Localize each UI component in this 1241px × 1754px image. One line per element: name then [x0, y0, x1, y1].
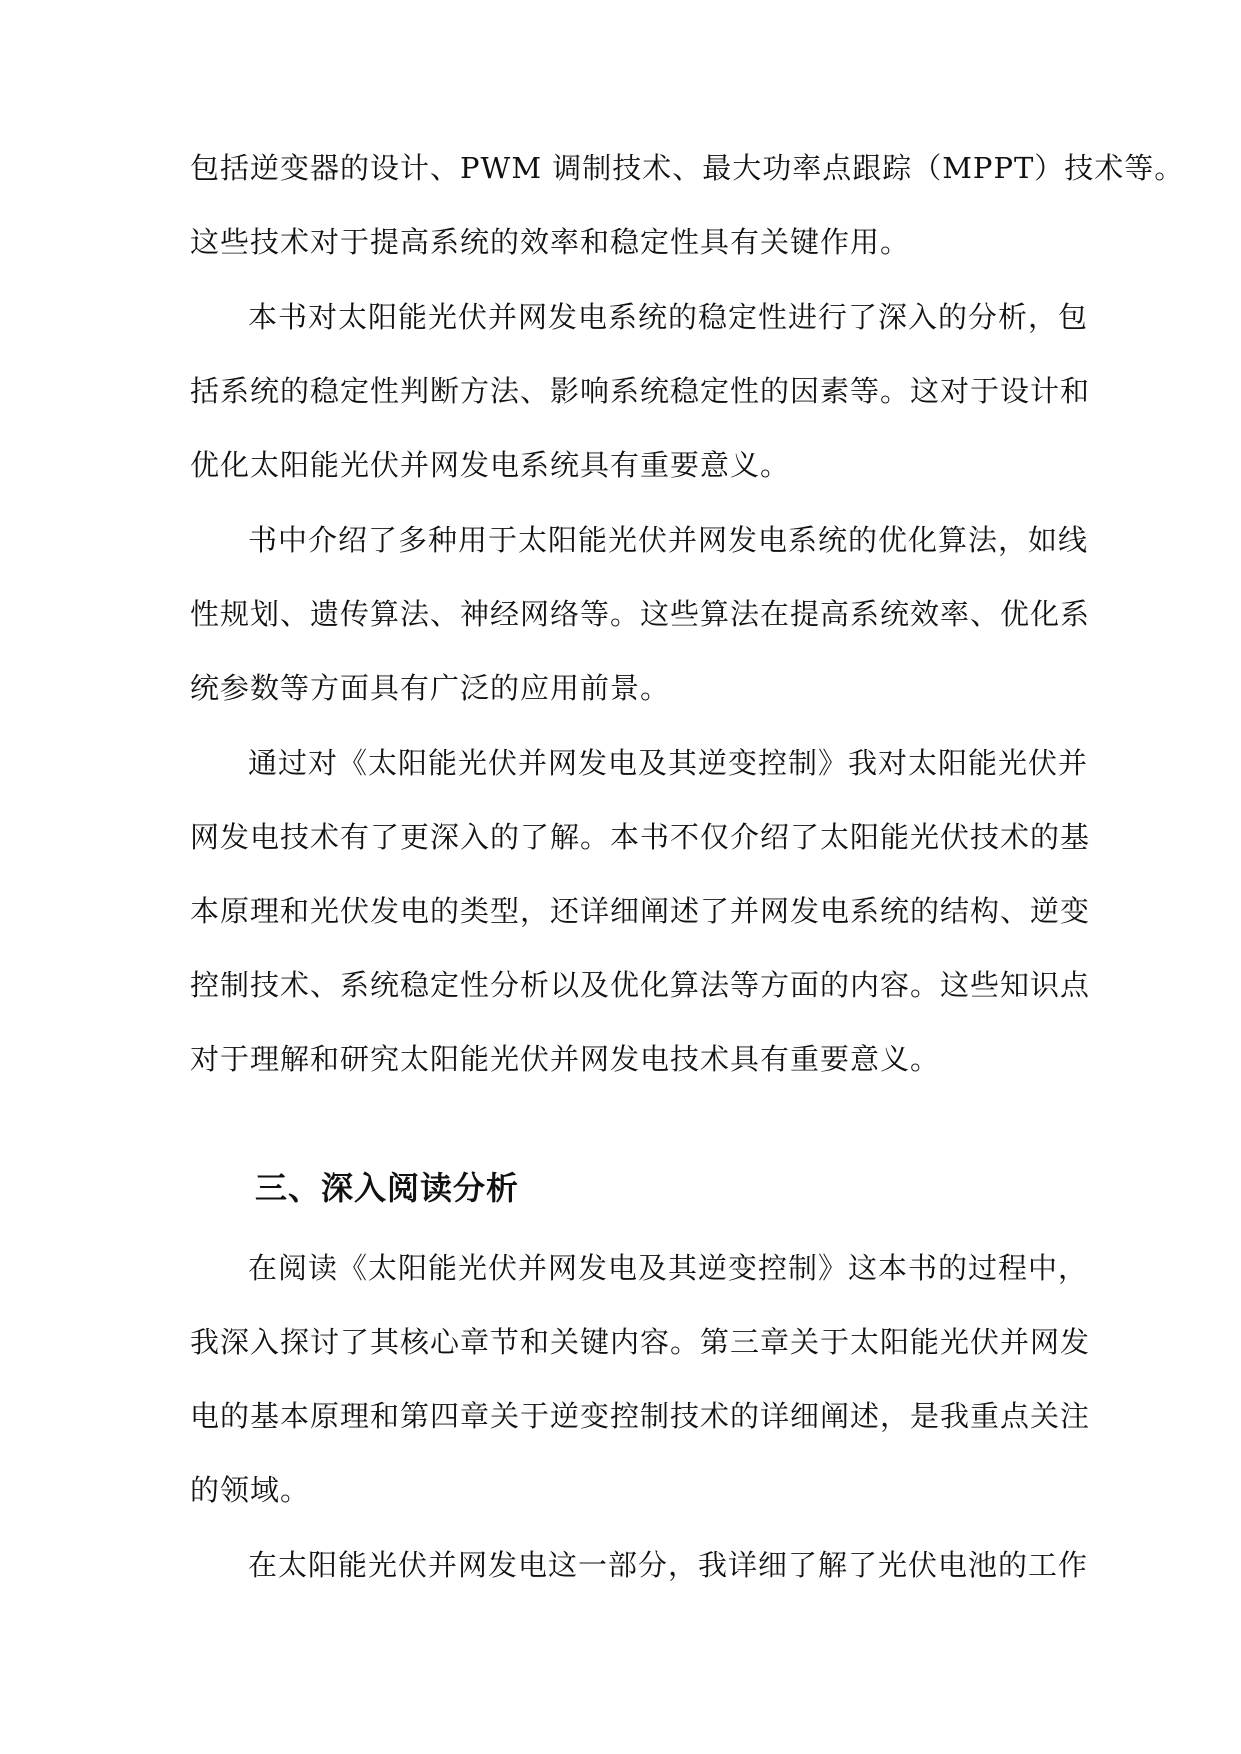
section-heading: 三、深入阅读分析 — [255, 1169, 520, 1207]
paragraph-5-line-2: 我深入探讨了其核心章节和关键内容。第三章关于太阳能光伏并网发 — [190, 1325, 1091, 1359]
paragraph-1-line-1: 包括逆变器的设计、PWM 调制技术、最大功率点跟踪（MPPT）技术等。 — [190, 151, 1185, 185]
paragraph-4-line-1: 通过对《太阳能光伏并网发电及其逆变控制》我对太阳能光伏并 — [248, 746, 1089, 780]
paragraph-5-line-4: 的领域。 — [190, 1473, 311, 1507]
paragraph-4-line-5: 对于理解和研究太阳能光伏并网发电技术具有重要意义。 — [190, 1042, 941, 1076]
paragraph-4-line-4: 控制技术、系统稳定性分析以及优化算法等方面的内容。这些知识点 — [190, 968, 1091, 1002]
paragraph-5-line-3: 电的基本原理和第四章关于逆变控制技术的详细阐述，是我重点关注 — [190, 1399, 1091, 1433]
paragraph-2-line-1: 本书对太阳能光伏并网发电系统的稳定性进行了深入的分析，包 — [248, 300, 1089, 334]
paragraph-4-line-3: 本原理和光伏发电的类型，还详细阐述了并网发电系统的结构、逆变 — [190, 894, 1091, 928]
paragraph-3-line-3: 统参数等方面具有广泛的应用前景。 — [190, 671, 671, 705]
paragraph-4-line-2: 网发电技术有了更深入的了解。本书不仅介绍了太阳能光伏技术的基 — [190, 820, 1091, 854]
paragraph-2-line-2: 括系统的稳定性判断方法、影响系统稳定性的因素等。这对于设计和 — [190, 374, 1091, 408]
paragraph-1-line-2: 这些技术对于提高系统的效率和稳定性具有关键作用。 — [190, 225, 911, 259]
paragraph-3-line-1: 书中介绍了多种用于太阳能光伏并网发电系统的优化算法，如线 — [248, 523, 1089, 557]
paragraph-2-line-3: 优化太阳能光伏并网发电系统具有重要意义。 — [190, 448, 791, 482]
paragraph-3-line-2: 性规划、遗传算法、神经网络等。这些算法在提高系统效率、优化系 — [190, 597, 1091, 631]
paragraph-5-line-1: 在阅读《太阳能光伏并网发电及其逆变控制》这本书的过程中， — [248, 1251, 1089, 1285]
paragraph-6-line-1: 在太阳能光伏并网发电这一部分，我详细了解了光伏电池的工作 — [248, 1548, 1089, 1582]
